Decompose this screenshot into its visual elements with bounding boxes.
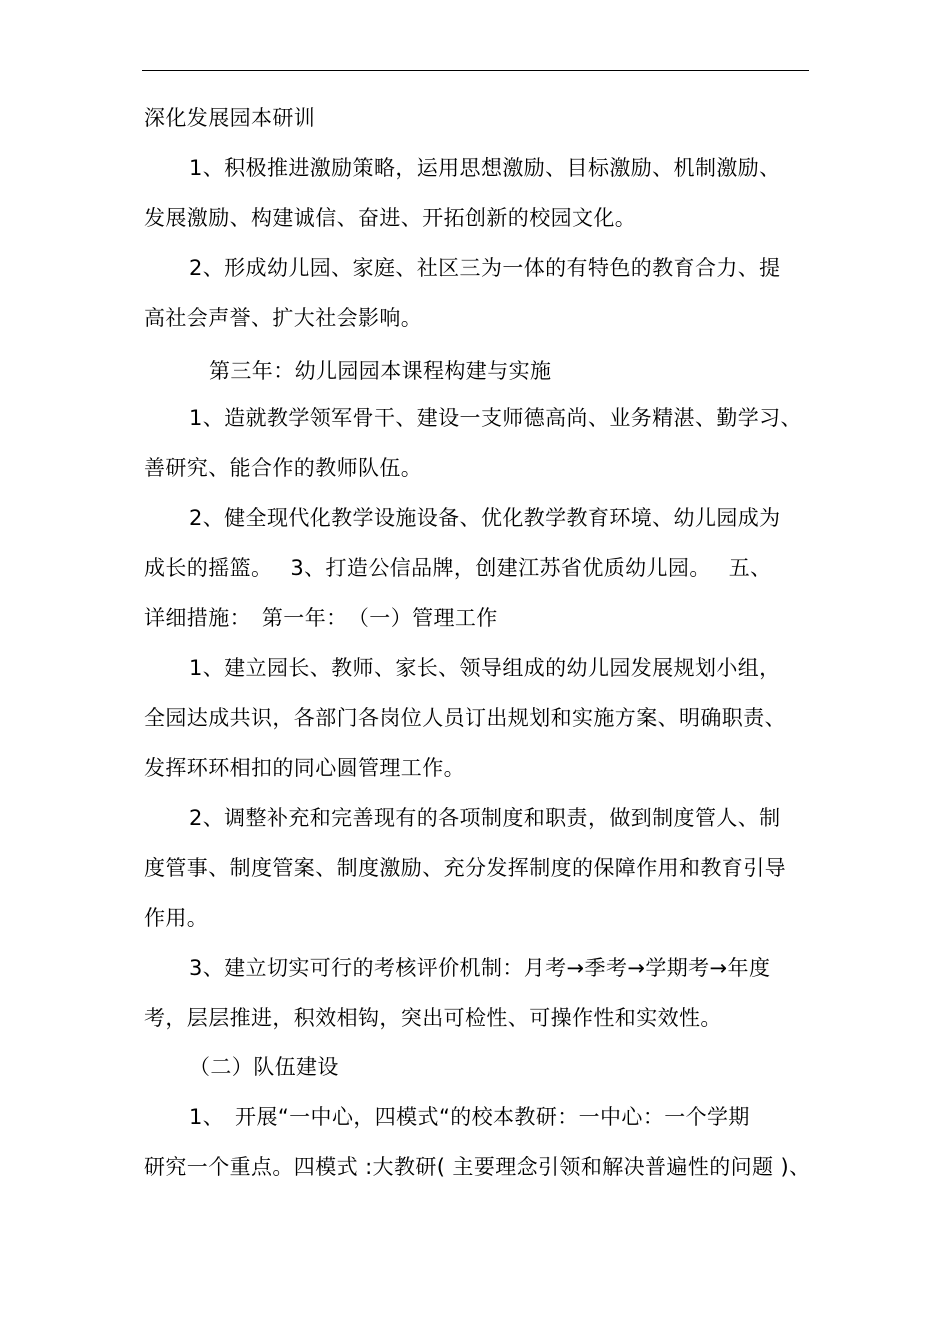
text-line: 全园达成共识，各部门各岗位人员订出规划和实施方案、明确职责、 bbox=[144, 706, 786, 730]
text-line: 详细措施： 第一年： （一）管理工作 bbox=[144, 606, 498, 630]
text-line: 1、积极推进激励策略，运用思想激励、目标激励、机制激励、 bbox=[189, 156, 781, 180]
text-line: 发挥环环相扣的同心圆管理工作。 bbox=[144, 756, 465, 780]
text-line: 1、建立园长、教师、家长、领导组成的幼儿园发展规划小组， bbox=[189, 656, 781, 680]
header-rule bbox=[142, 70, 809, 71]
text-line: 1、造就教学领军骨干、建设一支师德高尚、业务精湛、勤学习、 bbox=[189, 406, 802, 430]
text-line: 作用。 bbox=[144, 906, 209, 930]
section-heading: 第三年：幼儿园园本课程构建与实施 bbox=[209, 359, 552, 383]
text-line: 善研究、能合作的教师队伍。 bbox=[144, 456, 423, 480]
text-line: 高社会声誉、扩大社会影响。 bbox=[144, 306, 423, 330]
text-line: 度管事、制度管案、制度激励、充分发挥制度的保障作用和教育引导 bbox=[144, 856, 786, 880]
text-line: 成长的摇篮。 3、打造公信品牌，创建江苏省优质幼儿园。 五、 bbox=[144, 556, 772, 580]
text-line: 2、健全现代化教学设施设备、优化教学教育环境、幼儿园成为 bbox=[189, 506, 781, 530]
text-line: 2、形成幼儿园、家庭、社区三为一体的有特色的教育合力、提 bbox=[189, 256, 781, 280]
text-line: 2、调整补充和完善现有的各项制度和职责，做到制度管人、制 bbox=[189, 806, 781, 830]
text-line: 3、建立切实可行的考核评价机制：月考→季考→学期考→年度 bbox=[189, 956, 771, 980]
text-line: 考，层层推进，积效相钩，突出可检性、可操作性和实效性。 bbox=[144, 1006, 722, 1030]
text-line: 1、 开展“一中心，四模式“的校本教研：一中心：一个学期 bbox=[189, 1105, 750, 1129]
text-line: 研究一个重点。四模式 :大教研( 主要理念引领和解决普遍性的问题 )、 bbox=[144, 1155, 811, 1179]
section-heading: （二）队伍建设 bbox=[189, 1055, 339, 1079]
text-line: 发展激励、构建诚信、奋进、开拓创新的校园文化。 bbox=[144, 206, 637, 230]
text-line: 深化发展园本研训 bbox=[144, 106, 316, 130]
